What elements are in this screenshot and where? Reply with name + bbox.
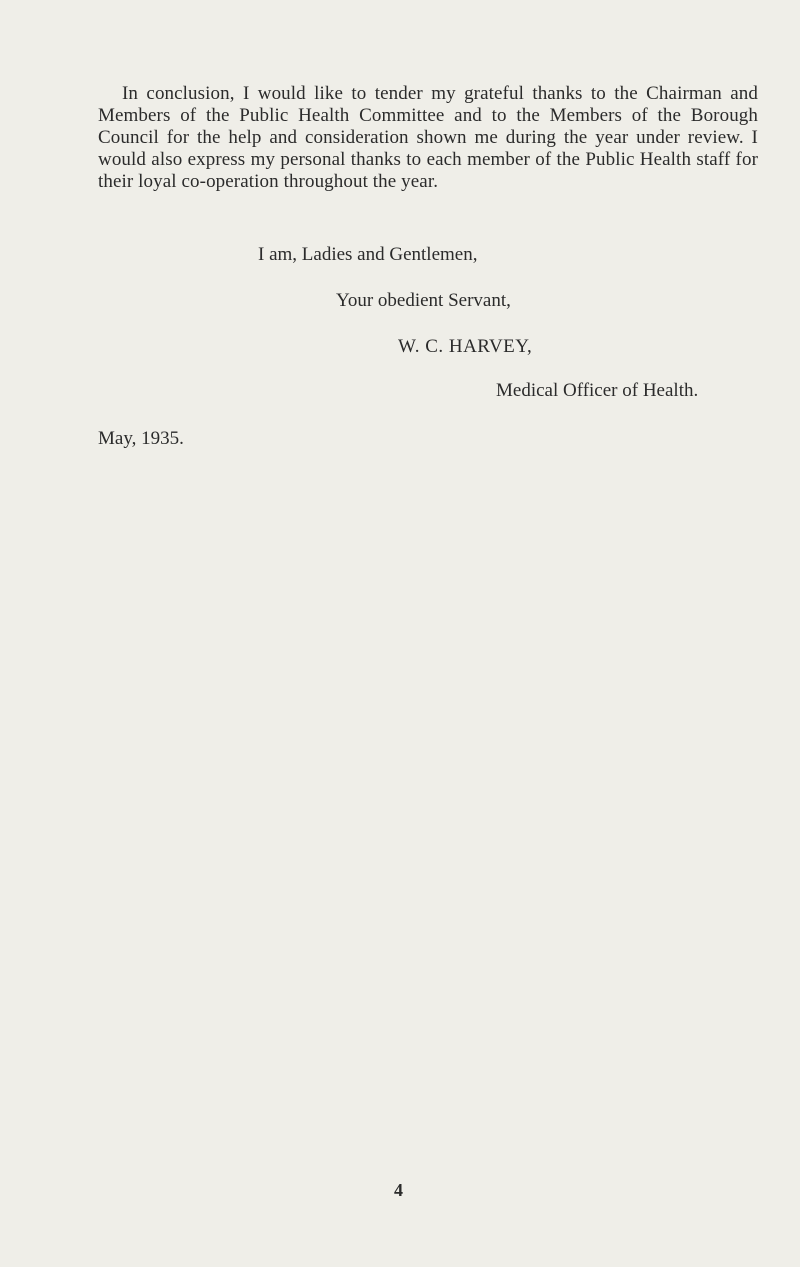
signatory-name: W. C. HARVEY, — [398, 336, 533, 357]
conclusion-paragraph: In conclusion, I would like to tender my grateful thanks to the Chairman and Members of the Public Health Committee and to the Members of the Borough Council for the help and consideration shown me during the year under review. I would also express my personal thanks to each member of the Public Health staff for their loyal co-operation throughout the year. — [98, 83, 758, 192]
letter-date: May, 1935. — [98, 428, 184, 449]
salutation: I am, Ladies and Gentlemen, — [258, 244, 478, 265]
page-number: 4 — [394, 1180, 403, 1200]
signatory-title: Medical Officer of Health. — [496, 380, 699, 401]
closing: Your obedient Servant, — [336, 290, 511, 311]
